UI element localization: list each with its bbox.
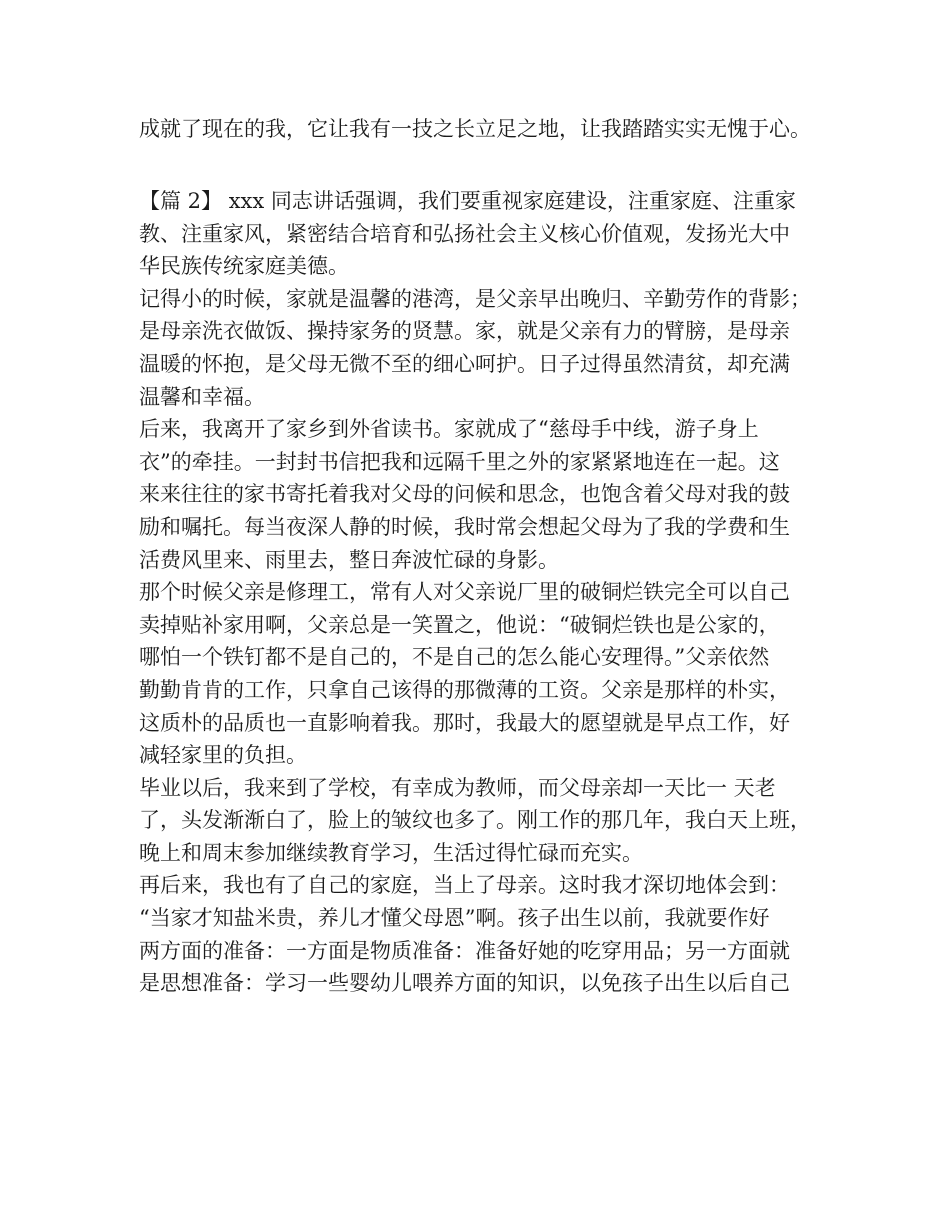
- intro-paragraph: [139, 113, 839, 146]
- text-line: 是思想准备：学习一些婴幼儿喂养方面的知识，以免孩子出生以后自己: [139, 971, 790, 996]
- text-line: 两方面的准备：一方面是物质准备：准备好她的吃穿用品；另一方面就: [139, 938, 790, 963]
- text-line: 后来，我离开了家乡到外省读书。家就成了“慈母手中线，游子身上: [139, 417, 759, 442]
- text-line: 励和嘱托。每当夜深人静的时候，我时常会想起父母为了我的学费和生: [139, 514, 790, 539]
- text-line: 来来往往的家书寄托着我对父母的问候和思念，也饱含着父母对我的鼓: [139, 482, 790, 507]
- text-line: 记得小的时候，家就是温馨的港湾，是父亲早出晚归、辛勤劳作的背影；: [139, 286, 811, 311]
- text-line: 勤勤肯肯的工作，只拿自己该得的那微薄的工资。父亲是那样的朴实，: [139, 677, 790, 702]
- text-line: 卖掉贴补家用啊，父亲总是一笑置之，他说：“破铜烂铁也是公家的，: [139, 612, 780, 637]
- text-line: 【篇 2】 xxx 同志讲话强调，我们要重视家庭建设，注重家庭、注重家: [139, 189, 796, 213]
- text-line: 温暖的怀抱，是父母无微不至的细心呵护。日子过得虽然清贫，却充满: [139, 351, 790, 376]
- text-line: 教、注重家风，紧密结合培育和弘扬社会主义核心价值观，发扬光大中: [139, 221, 790, 246]
- text-line: 那个时候父亲是修理工，常有人对父亲说厂里的破铜烂铁完全可以自己: [139, 580, 790, 605]
- text-line: 成就了现在的我，它让我有一技之长立足之地，让我踏踏实实无愧于心。: [139, 117, 811, 141]
- text-line: 哪怕一个铁钉都不是自己的，不是自己的怎么能心安理得。”父亲依然: [139, 645, 770, 670]
- text-line: 衣”的牵挂。一封封书信把我和远隔千里之外的家紧紧地连在一起。这: [139, 449, 780, 474]
- text-line: 是母亲洗衣做饭、操持家务的贤慧。家，就是父亲有力的臂膀，是母亲: [139, 319, 790, 344]
- text-line: “当家才知盐米贵，养儿才懂父母恩”啊。孩子出生以前，我就要作好: [139, 906, 770, 931]
- article-body: [139, 185, 839, 1000]
- text-line: 减轻家里的负担。: [139, 743, 307, 768]
- text-line: 温馨和幸福。: [139, 384, 265, 409]
- text-line: 晚上和周末参加继续教育学习，生活过得忙碌而充实。: [139, 840, 643, 865]
- text-line: 再后来，我也有了自己的家庭，当上了母亲。这时我才深切地体会到：: [139, 873, 790, 898]
- text-line: 毕业以后，我来到了学校，有幸成为教师，而父母亲却一天比一 天老: [139, 775, 776, 800]
- text-line: 活费风里来、雨里去，整日奔波忙碌的身影。: [139, 547, 559, 572]
- text-line: 华民族传统家庭美德。: [139, 254, 349, 279]
- text-line: 了，头发渐渐白了，脸上的皱纹也多了。刚工作的那几年，我白天上班，: [139, 808, 811, 833]
- text-line: 这质朴的品质也一直影响着我。那时，我最大的愿望就是早点工作，好: [139, 710, 790, 735]
